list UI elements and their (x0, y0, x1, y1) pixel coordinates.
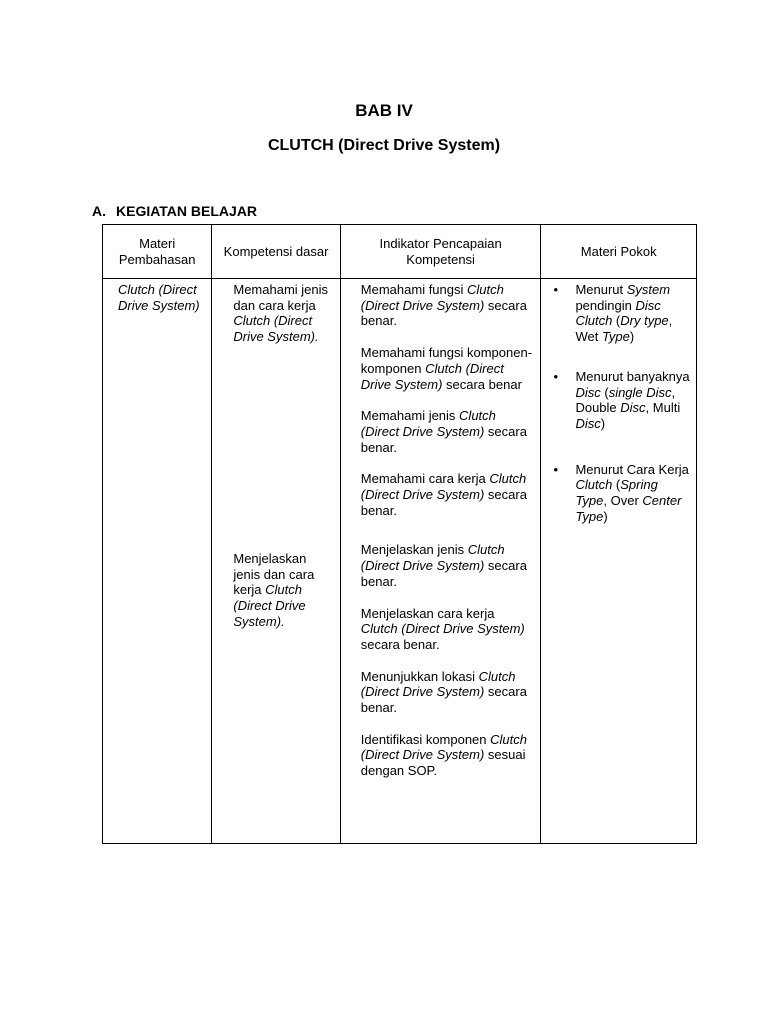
section-letter: A. (92, 203, 106, 219)
list-item: • Menurut banyaknya Disc (single Disc, Double Disc, Multi Disc) (553, 368, 690, 431)
section-label: KEGIATAN BELAJAR (116, 203, 258, 219)
indikator-item: Menjelaskan jenis Clutch (Direct Drive System) secara benar. (360, 542, 527, 589)
page-title: BAB IV (355, 101, 413, 120)
cell-materi-pokok (541, 279, 697, 844)
cell-kompetensi-dasar (212, 279, 340, 844)
table-header-row (103, 225, 697, 279)
kompetensi-item: Menjelaskan jenis dan cara kerja Clutch (Direct Drive System). (233, 550, 315, 629)
list-item: • Menurut Cara Kerja Clutch (Spring Type, Over Center Type) (553, 461, 689, 524)
bullet-icon: • (553, 368, 559, 384)
indikator-item: Menjelaskan cara kerja Clutch (Direct Drive System) secara benar. (360, 605, 525, 652)
bullet-icon: • (553, 282, 559, 297)
indikator-item: Memahami fungsi komponen-komponen Clutch (Direct Drive System) secara benar (360, 345, 533, 392)
indikator-item: Memahami fungsi Clutch (Direct Drive System) secara benar. (360, 282, 527, 329)
cell-materi-pembahasan (103, 279, 212, 844)
header-materi-pembahasan: Materi Pembahasan (103, 225, 212, 279)
header-kompetensi-dasar: Kompetensi dasar (212, 225, 340, 279)
bullet-icon: • (553, 461, 559, 477)
header-materi-pokok: Materi Pokok (541, 225, 697, 279)
indikator-item: Memahami cara kerja Clutch (Direct Drive System) secara benar. (360, 471, 527, 518)
cell-indikator (340, 279, 541, 844)
kompetensi-item: Memahami jenis dan cara kerja Clutch (Direct Drive System). (233, 282, 329, 345)
indikator-item: Memahami jenis Clutch (Direct Drive System) secara benar. (360, 408, 527, 455)
header-indikator: Indikator Pencapaian Kompetensi (340, 225, 541, 279)
list-item: • Menurut System pendingin Disc Clutch (Dry type, Wet Type) (553, 282, 673, 345)
indikator-item: Identifikasi komponen Clutch (Direct Drive System) sesuai dengan SOP. (360, 731, 527, 779)
table-row (103, 279, 697, 844)
page-subtitle: CLUTCH (Direct Drive System) (267, 137, 501, 154)
materi-pokok-list (553, 282, 692, 524)
section-heading (92, 203, 257, 219)
indikator-item: Menunjukkan lokasi Clutch (Direct Drive System) secara benar. (360, 668, 527, 716)
materi-pembahasan-text: Clutch (Direct Drive System) (118, 282, 200, 313)
learning-activity-table (102, 224, 697, 844)
